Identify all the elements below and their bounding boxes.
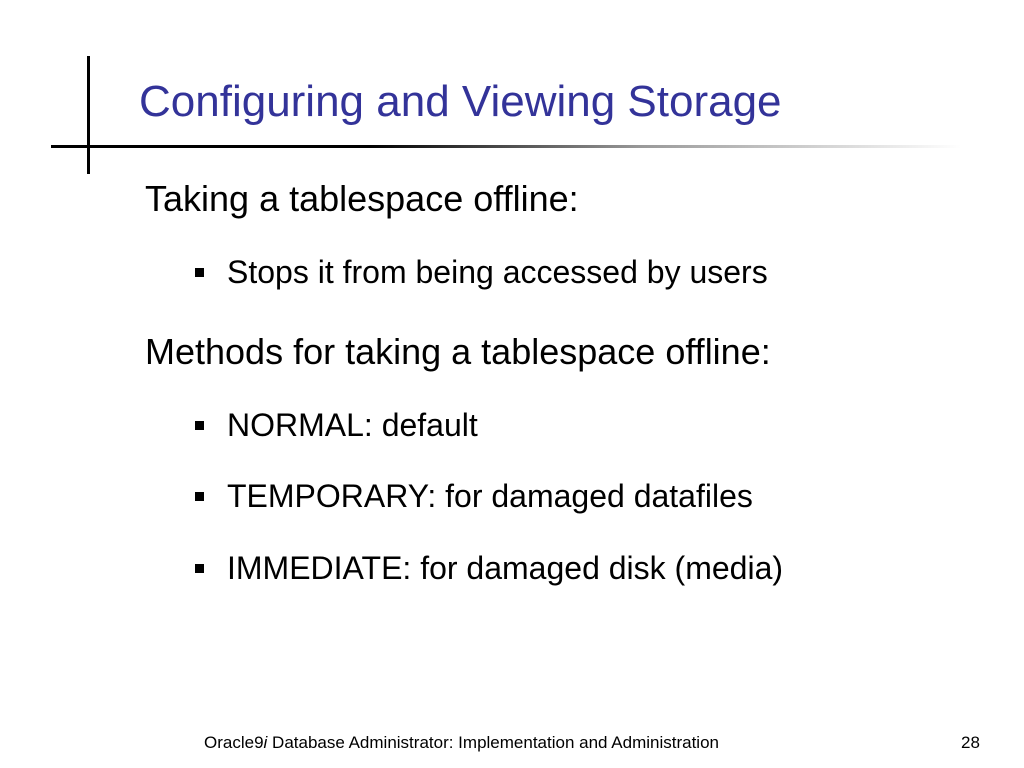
slide-title: Configuring and Viewing Storage xyxy=(139,77,782,126)
bullet-text: TEMPORARY: for damaged datafiles xyxy=(227,478,753,514)
bullet-item xyxy=(195,252,768,292)
footer-product: Oracle9 xyxy=(204,733,264,752)
square-bullet-icon xyxy=(195,564,204,573)
bullet-text: NORMAL: default xyxy=(227,407,478,443)
heading-taking-offline: Taking a tablespace offline: xyxy=(145,178,579,219)
page-number: 28 xyxy=(961,733,980,752)
bullet-item xyxy=(195,405,478,445)
bullet-text: Stops it from being accessed by users xyxy=(227,254,768,290)
slide-footer xyxy=(0,732,1024,756)
horizontal-accent-line xyxy=(51,145,961,148)
heading-methods: Methods for taking a tablespace offline: xyxy=(145,331,771,372)
square-bullet-icon xyxy=(195,421,204,430)
bullet-item xyxy=(195,548,783,588)
footer-course: Database Administrator: Implementation and Administration xyxy=(267,733,719,752)
square-bullet-icon xyxy=(195,492,204,501)
square-bullet-icon xyxy=(195,268,204,277)
vertical-accent-line xyxy=(87,56,90,174)
footer-product-suffix: i xyxy=(263,733,268,752)
footer-course-title xyxy=(204,732,719,754)
bullet-item xyxy=(195,476,753,516)
bullet-text: IMMEDIATE: for damaged disk (media) xyxy=(227,550,784,586)
